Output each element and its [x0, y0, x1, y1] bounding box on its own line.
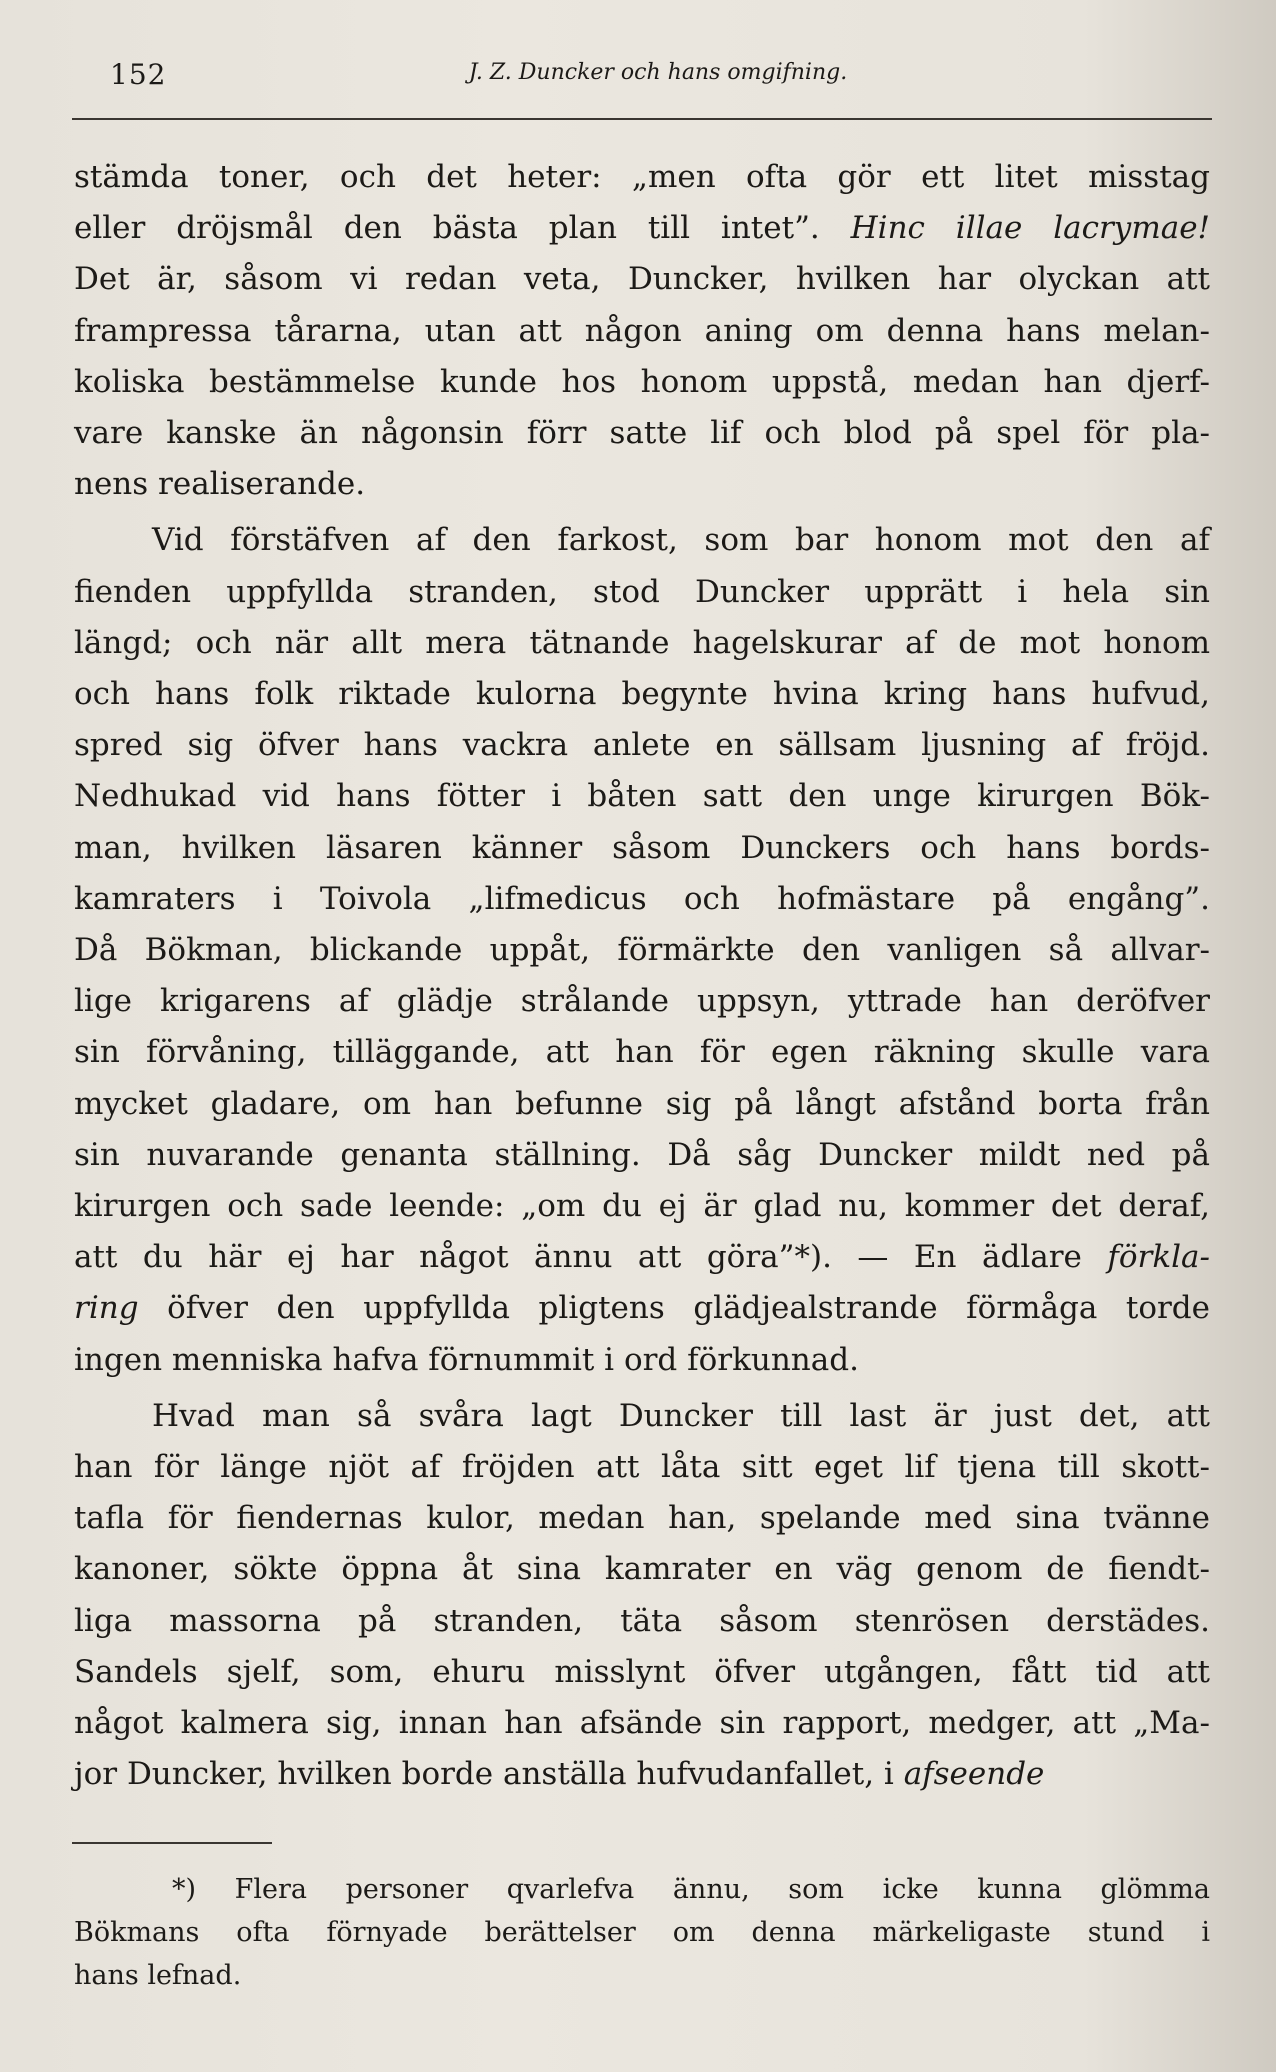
text-line: Hvad man så svåra lagt Duncker till last är just det, att: [152, 1397, 1210, 1434]
text-line: sin förvåning, tilläggande, att han för egen räkning skulle vara: [74, 1034, 1210, 1071]
text-line: längd; och när allt mera tätnande hagelskurar af de mot honom: [74, 624, 1210, 661]
text-line: spred sig öfver hans vackra anlete en sällsam ljusning af fröjd.: [74, 727, 1210, 764]
page-number: 152: [110, 58, 167, 91]
text-line: han för länge njöt af fröjden att låta sitt eget lif tjena till skott-: [74, 1449, 1210, 1486]
text-line: Nedhukad vid hans fötter i båten satt den unge kirurgen Bök-: [74, 778, 1210, 815]
text-line: kamraters i Toivola „lifmedicus och hofmästare på engång”.: [74, 880, 1210, 917]
footnote-line: hans lefnad.: [74, 1960, 242, 1991]
footnote-line: Bökmans ofta förnyade berättelser om denna märkeligaste stund i: [74, 1917, 1210, 1948]
text-line: ring öfver den uppfyllda pligtens glädjealstrande förmåga torde: [74, 1290, 1210, 1327]
paragraph: [74, 152, 1210, 510]
paragraph: [74, 1391, 1210, 1801]
running-head: J. Z. Duncker och hans omgifning.: [468, 60, 848, 85]
text-line: Sandels sjelf, som, ehuru misslynt öfver utgången, fått tid att: [74, 1653, 1210, 1690]
text-line: att du här ej har något ännu att göra”*). — En ädlare förkla-: [74, 1239, 1210, 1276]
text-line: frampressa tårarna, utan att någon aning om denna hans melan-: [74, 312, 1210, 349]
text-line: Det är, såsom vi redan veta, Duncker, hvilken har olyckan att: [74, 261, 1210, 298]
text-line: och hans folk riktade kulorna begynte hvina kring hans hufvud,: [74, 676, 1210, 713]
text-line: ingen menniska hafva förnummit i ord förkunnad.: [74, 1341, 859, 1378]
paragraph: [74, 515, 1210, 1385]
text-line: sin nuvarande genanta ställning. Då såg Duncker mildt ned på: [74, 1136, 1210, 1173]
text-line: kanoner, sökte öppna åt sina kamrater en väg genom de fiendt-: [74, 1551, 1210, 1588]
text-line: liga massorna på stranden, täta såsom stenrösen derstädes.: [74, 1602, 1210, 1639]
text-line: jor Duncker, hvilken borde anställa hufvudanfallet, i afseende: [74, 1756, 1045, 1793]
text-line: tafla för fiendernas kulor, medan han, spelande med sina tvänne: [74, 1500, 1210, 1537]
text-line: något kalmera sig, innan han afsände sin rapport, medger, att „Ma-: [74, 1705, 1210, 1742]
page-header: [72, 58, 1204, 98]
text-line: nens realiserande.: [74, 466, 366, 503]
text-line: mycket gladare, om han befunne sig på långt afstånd borta från: [74, 1085, 1210, 1122]
body-text: [74, 152, 1210, 1801]
text-line: eller dröjsmål den bästa plan till intet”. Hinc illae lacrymae!: [74, 210, 1210, 247]
header-rule: [72, 118, 1212, 120]
footnote: [74, 1868, 1210, 1997]
text-line: Vid förstäfven af den farkost, som bar honom mot den af: [152, 522, 1210, 559]
text-line: stämda toner, och det heter: „men ofta gör ett litet misstag: [74, 159, 1210, 195]
text-line: kirurgen och sade leende: „om du ej är glad nu, kommer det deraf,: [74, 1188, 1210, 1225]
footnote-line: *) Flera personer qvarlefva ännu, som icke kunna glömma: [172, 1874, 1210, 1905]
text-line: fienden uppfyllda stranden, stod Duncker upprätt i hela sin: [74, 573, 1210, 610]
footnote-rule: [72, 1842, 272, 1844]
text-line: Då Bökman, blickande uppåt, förmärkte den vanligen så allvar-: [74, 932, 1210, 969]
text-line: koliska bestämmelse kunde hos honom uppstå, medan han djerf-: [74, 363, 1210, 400]
text-line: man, hvilken läsaren känner såsom Dunckers och hans bords-: [74, 829, 1210, 866]
text-line: vare kanske än någonsin förr satte lif och blod på spel för pla-: [74, 415, 1210, 452]
text-line: lige krigarens af glädje strålande uppsyn, yttrade han deröfver: [74, 983, 1210, 1020]
